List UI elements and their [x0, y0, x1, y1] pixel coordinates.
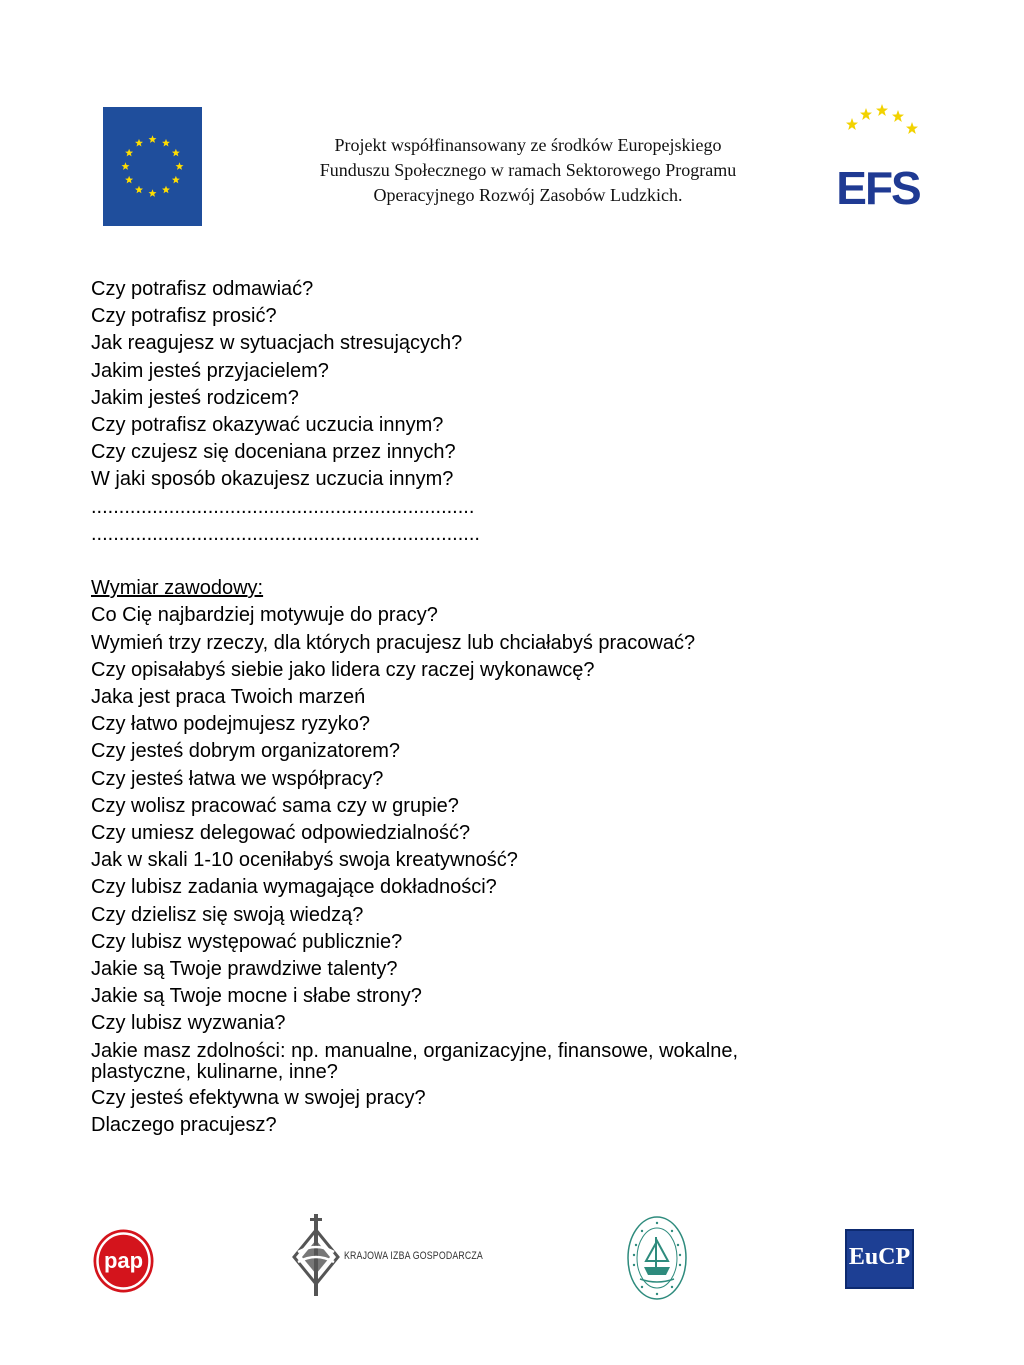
question-line: Czy jesteś łatwa we współpracy?	[91, 767, 384, 790]
question-line: Czy opisałabyś siebie jako lidera czy raczej wykonawcę?	[91, 658, 595, 681]
question-line: Jakim jesteś przyjacielem?	[91, 359, 329, 382]
question-line: Dlaczego pracujesz?	[91, 1113, 277, 1136]
question-line: Czy potrafisz odmawiać?	[91, 278, 314, 300]
eu-star-icon	[149, 135, 157, 143]
question-line: Czy wolisz pracować sama czy w grupie?	[91, 794, 459, 817]
eu-star-icon	[125, 176, 133, 184]
question-line: Jaka jest praca Twoich marzeń	[91, 686, 366, 709]
question-line: Czy lubisz wyzwania?	[91, 1012, 286, 1035]
eu-stars-icon	[103, 107, 202, 226]
eu-star-icon	[122, 162, 130, 170]
eu-star-icon	[149, 189, 157, 197]
header-line: Projekt współfinansowany ze środków Europejskiego	[334, 135, 722, 155]
eu-star-icon	[176, 162, 184, 170]
eu-star-icon	[135, 139, 143, 147]
eu-star-icon	[162, 186, 170, 194]
kig-emblem-icon	[288, 1212, 344, 1298]
spacer	[91, 548, 891, 575]
question-line: Jak w skali 1-10 oceniłabyś swoja kreatywność?	[91, 849, 518, 872]
question-line: Czy potrafisz prosić?	[91, 305, 277, 328]
question-line: Czy lubisz zadania wymagające dokładności?	[91, 876, 497, 899]
question-line: Czy czujesz się doceniana przez innych?	[91, 441, 456, 464]
eu-star-icon	[172, 176, 180, 184]
questionnaire-body	[91, 276, 891, 1139]
kig-logo-text: KRAJOWA IZBA GOSPODARCZA	[344, 1250, 483, 1262]
question-line: Czy jesteś efektywna w swojej pracy?	[91, 1086, 426, 1109]
section-heading: Wymiar zawodowy:	[91, 577, 264, 600]
dotted-answer-line: ......................................................................	[91, 522, 480, 545]
eucp-logo-text: EuCP	[848, 1244, 911, 1270]
eu-star-icon	[125, 149, 133, 157]
project-funding-header	[262, 133, 794, 208]
question-line-wrapped: Jakie masz zdolności: np. manualne, organizacyjne, finansowe, wokalne, plastyczne, kulinarne, inne?	[91, 1039, 739, 1083]
efs-logo	[832, 104, 924, 210]
question-line: Czy potrafisz okazywać uczucia innym?	[91, 414, 444, 437]
pap-logo-text: pap	[103, 1248, 144, 1273]
question-line: Jak reagujesz w sytuacjach stresujących?	[91, 332, 463, 355]
question-line: Jakie są Twoje prawdziwe talenty?	[91, 958, 398, 981]
eu-flag-logo	[103, 107, 202, 226]
question-line: Czy lubisz występować publicznie?	[91, 930, 403, 953]
eu-star-icon	[172, 149, 180, 157]
eucp-logo	[845, 1229, 914, 1289]
eu-star-icon	[135, 186, 143, 194]
kig-logo	[288, 1212, 518, 1298]
question-line: Czy łatwo podejmujesz ryzyko?	[91, 713, 370, 736]
pap-logo	[92, 1228, 155, 1294]
question-line: Jakie są Twoje mocne i słabe strony?	[91, 985, 422, 1008]
header-line: Funduszu Społecznego w ramach Sektorowego Programu	[319, 160, 737, 180]
question-line: Jakim jesteś rodzicem?	[91, 386, 299, 409]
header-line: Operacyjnego Rozwój Zasobów Ludzkich.	[373, 185, 683, 205]
question-line: W jaki sposób okazujesz uczucia innym?	[91, 468, 454, 491]
question-line: Czy jesteś dobrym organizatorem?	[91, 740, 401, 763]
eu-star-icon	[162, 139, 170, 147]
question-line: Co Cię najbardziej motywuje do pracy?	[91, 604, 438, 627]
question-line: Czy umiesz delegować odpowiedzialność?	[91, 822, 471, 845]
sgh-logo	[626, 1215, 688, 1301]
dotted-answer-line: .....................................................................	[91, 495, 475, 518]
question-line: Czy dzielisz się swoją wiedzą?	[91, 903, 364, 926]
sgh-seal-icon	[626, 1215, 688, 1301]
efs-logo-text: EFS	[836, 162, 920, 210]
question-line: Wymień trzy rzeczy, dla których pracujesz lub chciałabyś pracować?	[91, 631, 696, 654]
